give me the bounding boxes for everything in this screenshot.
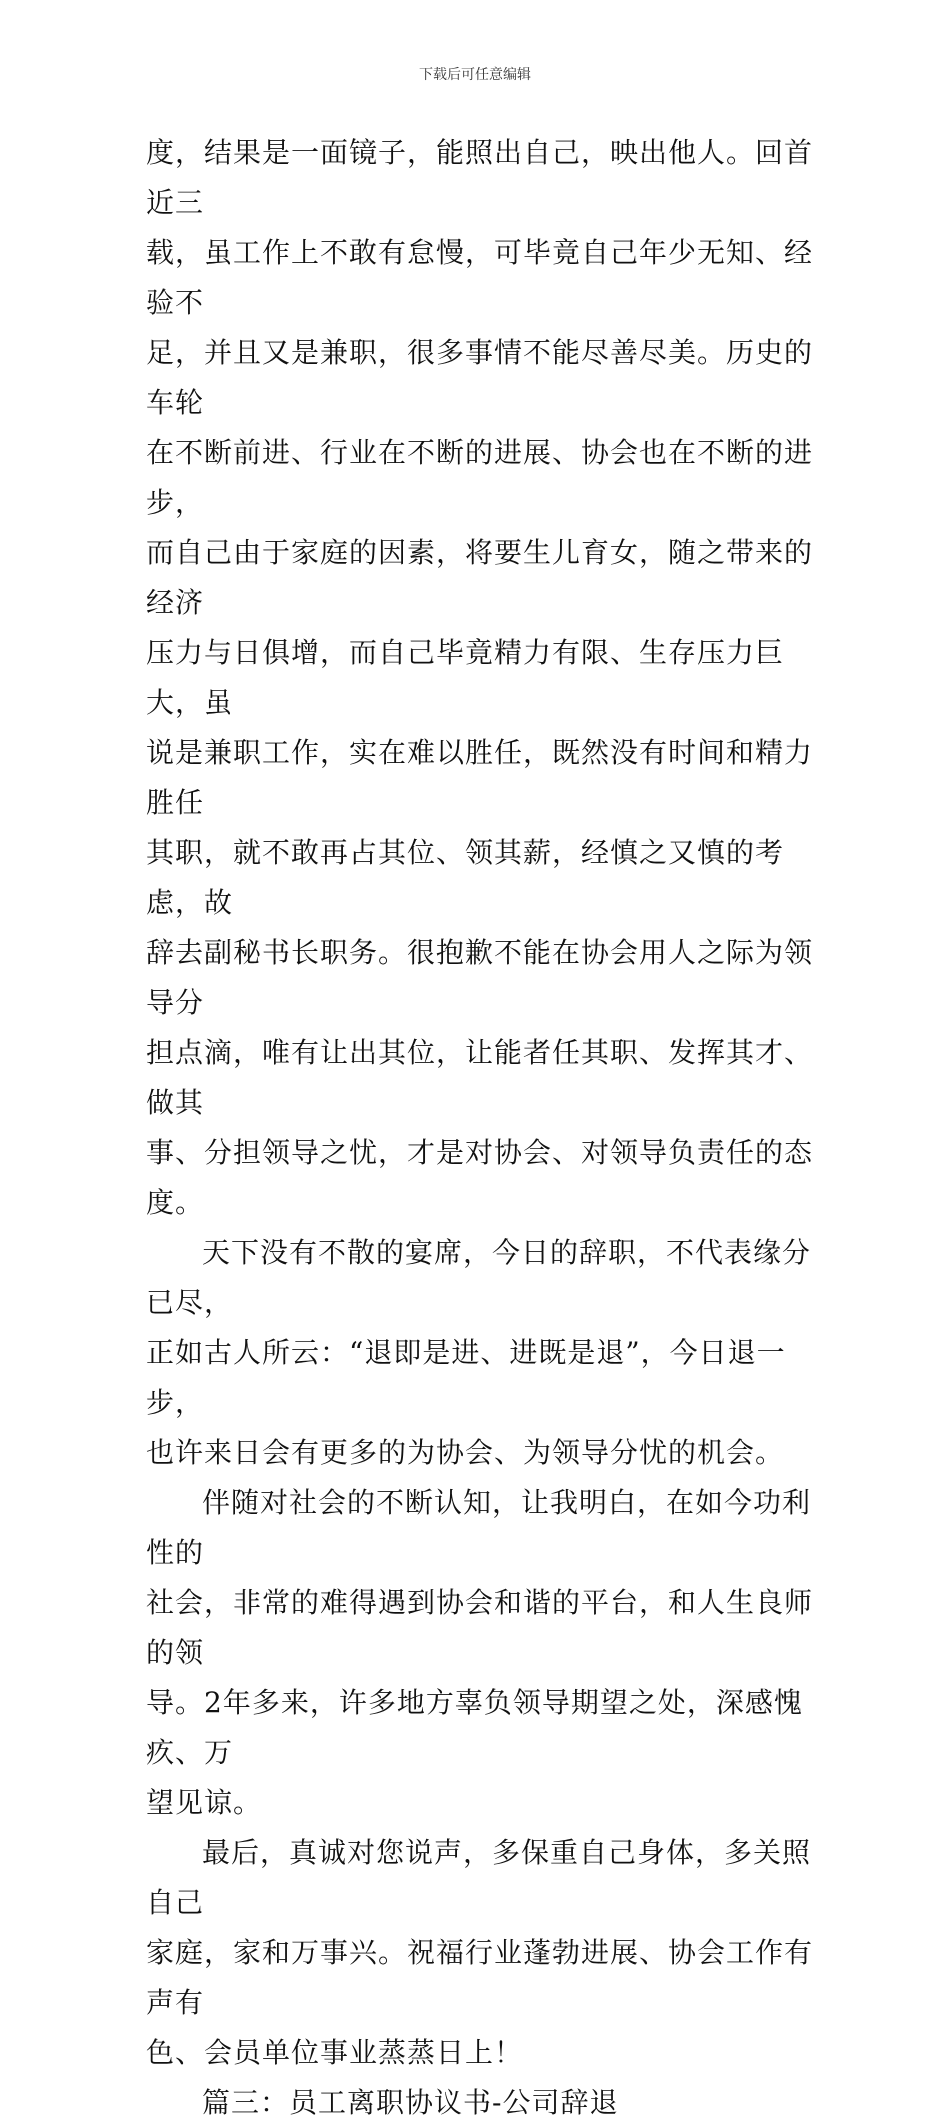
line: 正如古人所云：“退即是进、进既是退”，今日退一步， — [146, 1336, 786, 1419]
line: 天下没有不散的宴席，今日的辞职，不代表缘分已尽， — [146, 1236, 812, 1319]
line: 社会，非常的难得遇到协会和谐的平台，和人生良师的领 — [146, 1586, 814, 1669]
paragraph-3 — [146, 1478, 836, 1828]
line: 望见谅。 — [146, 1786, 263, 1819]
paragraph-2 — [146, 1228, 836, 1478]
section-heading — [146, 2078, 836, 2128]
section-title: 篇三：员工离职协议书-公司辞退 — [202, 2086, 619, 2119]
line: 事、分担领导之忧，才是对协会、对领导负责任的态度。 — [146, 1136, 814, 1219]
line: 度，结果是一面镜子，能照出自己，映出他人。回首近三 — [146, 136, 814, 219]
line: 最后，真诚对您说声，多保重自己身体，多关照自己 — [146, 1836, 812, 1919]
page-header: 下载后可任意编辑 — [419, 67, 531, 83]
line: 也许来日会有更多的为协会、为领导分忧的机会。 — [146, 1436, 785, 1469]
line: 在不断前进、行业在不断的进展、协会也在不断的进步， — [146, 436, 814, 519]
line: 辞去副秘书长职务。很抱歉不能在协会用人之际为领导分 — [146, 936, 814, 1019]
line: 色、会员单位事业蒸蒸日上！ — [146, 2036, 524, 2069]
line: 压力与日俱增，而自己毕竟精力有限、生存压力巨大，虽 — [146, 636, 785, 719]
line: 说是兼职工作，实在难以胜任，既然没有时间和精力胜任 — [146, 736, 814, 819]
line: 载，虽工作上不敢有怠慢，可毕竟自己年少无知、经验不 — [146, 236, 814, 319]
line: 担点滴，唯有让出其位，让能者任其职、发挥其才、做其 — [146, 1036, 814, 1119]
document-body — [146, 128, 836, 2128]
line: 足，并且又是兼职，很多事情不能尽善尽美。历史的车轮 — [146, 336, 814, 419]
line: 导。2年多来，许多地方辜负领导期望之处，深感愧疚、万 — [146, 1686, 803, 1769]
line: 伴随对社会的不断认知，让我明白，在如今功利性的 — [146, 1486, 812, 1569]
line: 家庭，家和万事兴。祝福行业蓬勃进展、协会工作有声有 — [146, 1936, 814, 2019]
line: 而自己由于家庭的因素，将要生儿育女，随之带来的经济 — [146, 536, 814, 619]
paragraph-1 — [146, 128, 836, 1228]
line: 其职，就不敢再占其位、领其薪，经慎之又慎的考虑，故 — [146, 836, 785, 919]
paragraph-4 — [146, 1828, 836, 2078]
